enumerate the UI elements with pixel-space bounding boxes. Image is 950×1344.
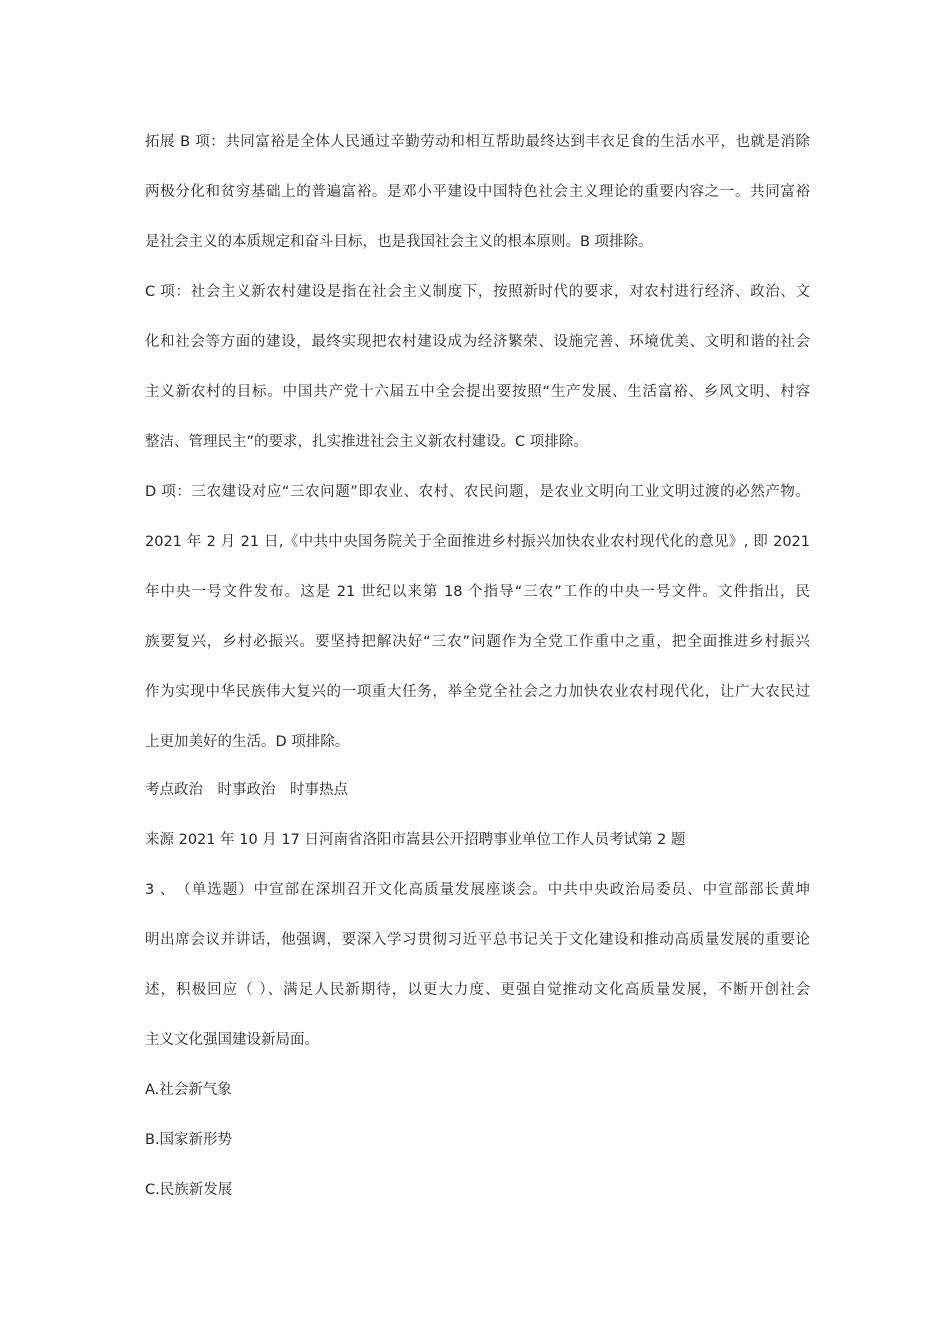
option-a: A.社会新气象 — [145, 1082, 232, 1098]
explanation-b-line: 是社会主义的本质规定和奋斗目标，也是我国社会主义的根本原则。B 项排除。 — [145, 234, 653, 250]
explanation-c-line: 整洁、管理民主”的要求，扎实推进社会主义新农村建设。C 项排除。 — [145, 434, 588, 450]
explanation-b-line: 两极分化和贫穷基础上的普遍富裕。是邓小平建设中国特色社会主义理论的重要内容之一。共同富裕 — [145, 184, 810, 200]
explanation-d-line: D 项：三农建设对应“三农问题”即农业、农村、农民问题，是农业文明向工业文明过渡的必然产物。 — [145, 484, 810, 500]
question-line: 3 、 （单选题）中宣部在深圳召开文化高质量发展座谈会。中共中央政治局委员、中宣部部长黄坤 — [145, 882, 810, 898]
option-c: C.民族新发展 — [145, 1182, 233, 1198]
option-b: B.国家新形势 — [145, 1132, 233, 1148]
source-line: 来源 2021 年 10 月 17 日河南省洛阳市嵩县公开招聘事业单位工作人员考试第 2 题 — [145, 832, 686, 848]
question-line: 述，积极回应（ ）、满足人民新期待，以更大力度、更强自觉推动文化高质量发展，不断开创社会 — [145, 982, 810, 998]
explanation-c-line: 化和社会等方面的建设，最终实现把农村建设成为经济繁荣、设施完善、环境优美、文明和谐的社会 — [145, 334, 810, 350]
explanation-d-line: 2021 年 2 月 21 日,《中共中央国务院关于全面推进乡村振兴加快农业农村现代化的意见》, 即 2021 — [145, 534, 810, 550]
explanation-d-line: 族要复兴，乡村必振兴。要坚持把解决好“三农”问题作为全党工作重中之重，把全面推进乡村振兴 — [145, 634, 810, 650]
question-line: 明出席会议并讲话，他强调，要深入学习贯彻习近平总书记关于文化建设和推动高质量发展的重要论 — [145, 932, 810, 948]
explanation-d-line: 作为实现中华民族伟大复兴的一项重大任务，举全党全社会之力加快农业农村现代化，让广大农民过 — [145, 684, 810, 700]
explanation-b-line: 拓展 B 项：共同富裕是全体人民通过辛勤劳动和相互帮助最终达到丰衣足食的生活水平，也就是消除 — [145, 134, 810, 150]
explanation-c-line: 主义新农村的目标。中国共产党十六届五中全会提出要按照“生产发展、生活富裕、乡风文明、村容 — [145, 384, 810, 400]
question-line: 主义文化强国建设新局面。 — [145, 1032, 319, 1048]
explanation-d-line: 年中央一号文件发布。这是 21 世纪以来第 18 个指导“三农”工作的中央一号文件。文件指出，民 — [145, 584, 810, 600]
exam-points: 考点政治 时事政治 时事热点 — [145, 782, 348, 798]
explanation-d-line: 上更加美好的生活。D 项排除。 — [145, 734, 350, 750]
explanation-c-line: C 项：社会主义新农村建设是指在社会主义制度下，按照新时代的要求，对农村进行经济、政治、文 — [145, 284, 810, 300]
